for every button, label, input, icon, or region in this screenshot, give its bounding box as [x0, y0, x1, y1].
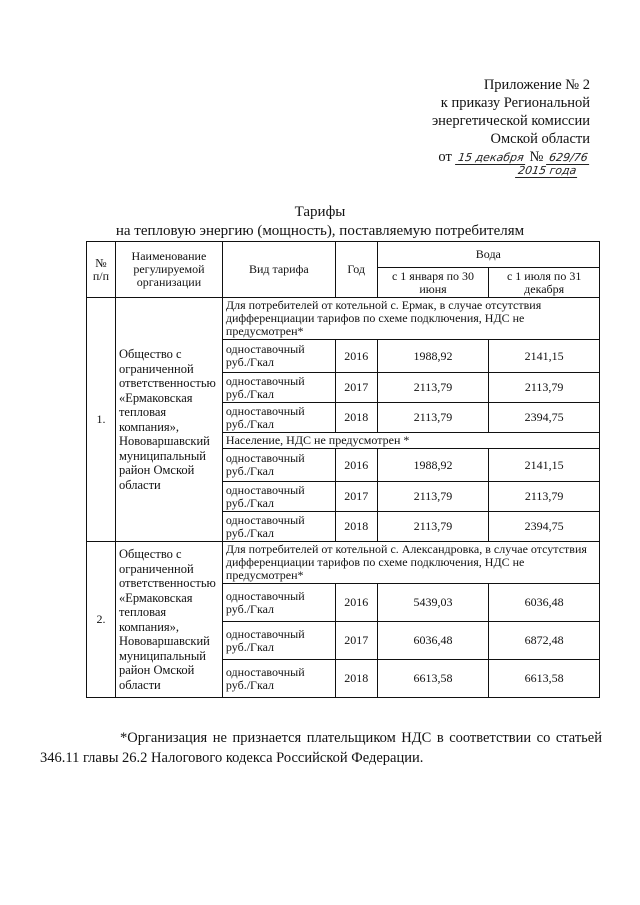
tariff-type: одноставочный руб./Гкал [222, 584, 335, 622]
number-label: № [529, 149, 544, 165]
organization-name: Общество с ограниченной ответственностью «Ермаковская тепловая компания», Нововаршавский муниципальный район Омской области [115, 298, 222, 542]
value-second-half: 2141,15 [489, 449, 600, 482]
header-num: № п/п [87, 242, 116, 298]
value-first-half: 2113,79 [377, 512, 489, 542]
handwritten-date: 15 декабря [455, 151, 527, 165]
appendix-header [432, 76, 590, 166]
tariff-type: одноставочный руб./Гкал [222, 482, 335, 512]
value-first-half: 2113,79 [377, 482, 489, 512]
tariff-year: 2016 [335, 584, 377, 622]
tariff-type: одноставочный руб./Гкал [222, 373, 335, 403]
value-first-half: 6613,58 [377, 660, 489, 698]
handwritten-number: 629/76 [546, 151, 591, 165]
footnote: *Организация не признается плательщиком НДС в соответствии со статьей 346.11 главы 26.2 Налогового кодекса Российской Федерации. [40, 730, 602, 766]
tariff-year: 2018 [335, 512, 377, 542]
header-year: Год [335, 242, 377, 298]
row-number: 1. [87, 298, 116, 542]
header-period1: с 1 января по 30 июня [377, 268, 489, 298]
consumer-section-label: Население, НДС не предусмотрен * [222, 433, 599, 449]
tariff-year: 2017 [335, 373, 377, 403]
section-row [87, 298, 600, 340]
value-first-half: 6036,48 [377, 622, 489, 660]
tariff-year: 2016 [335, 449, 377, 482]
value-first-half: 2113,79 [377, 403, 489, 433]
consumer-section-label: Для потребителей от котельной с. Александровка, в случае отсутствия дифференциации тарифов по схеме подключения, НДС не предусмотрен* [222, 542, 599, 584]
tariff-type: одноставочный руб./Гкал [222, 660, 335, 698]
header-period2: с 1 июля по 31 декабря [489, 268, 600, 298]
header-org: Наименование регулируемой организации [115, 242, 222, 298]
value-second-half: 2113,79 [489, 482, 600, 512]
appendix-line2: к приказу Региональной [440, 95, 590, 111]
handwritten-year: 2015 года [515, 164, 579, 178]
value-first-half: 2113,79 [377, 373, 489, 403]
value-second-half: 2394,75 [489, 512, 600, 542]
tariff-year: 2016 [335, 340, 377, 373]
value-first-half: 5439,03 [377, 584, 489, 622]
title-line2: на тепловую энергию (мощность), поставляемую потребителям [115, 223, 525, 239]
date-prefix: от [438, 149, 452, 165]
appendix-line4: Омской области [490, 131, 590, 147]
consumer-section-label: Для потребителей от котельной с. Ермак, в случае отсутствия дифференциации тарифов по схеме подключения, НДС не предусмотрен* [222, 298, 599, 340]
tariff-year: 2017 [335, 622, 377, 660]
tariff-type: одноставочный руб./Гкал [222, 512, 335, 542]
value-second-half: 2113,79 [489, 373, 600, 403]
value-second-half: 6872,48 [489, 622, 600, 660]
value-first-half: 1988,92 [377, 449, 489, 482]
tariff-type: одноставочный руб./Гкал [222, 622, 335, 660]
tariff-type: одноставочный руб./Гкал [222, 403, 335, 433]
header-water: Вода [377, 242, 599, 268]
row-number: 2. [87, 542, 116, 698]
tariff-year: 2018 [335, 403, 377, 433]
value-second-half: 2394,75 [489, 403, 600, 433]
document-title [0, 203, 640, 241]
organization-name: Общество с ограниченной ответственностью «Ермаковская тепловая компания», Нововаршавский муниципальный район Омской области [115, 542, 222, 698]
value-second-half: 6036,48 [489, 584, 600, 622]
value-first-half: 1988,92 [377, 340, 489, 373]
appendix-line3: энергетической комиссии [431, 113, 590, 129]
section-row [87, 542, 600, 584]
appendix-line1: Приложение № 2 [483, 77, 590, 93]
tariff-type: одноставочный руб./Гкал [222, 449, 335, 482]
tariff-type: одноставочный руб./Гкал [222, 340, 335, 373]
header-type: Вид тарифа [222, 242, 335, 298]
value-second-half: 6613,58 [489, 660, 600, 698]
tariff-year: 2017 [335, 482, 377, 512]
tariff-year: 2018 [335, 660, 377, 698]
tariff-table [86, 241, 600, 698]
value-second-half: 2141,15 [489, 340, 600, 373]
title-line1: Тарифы [294, 204, 346, 220]
